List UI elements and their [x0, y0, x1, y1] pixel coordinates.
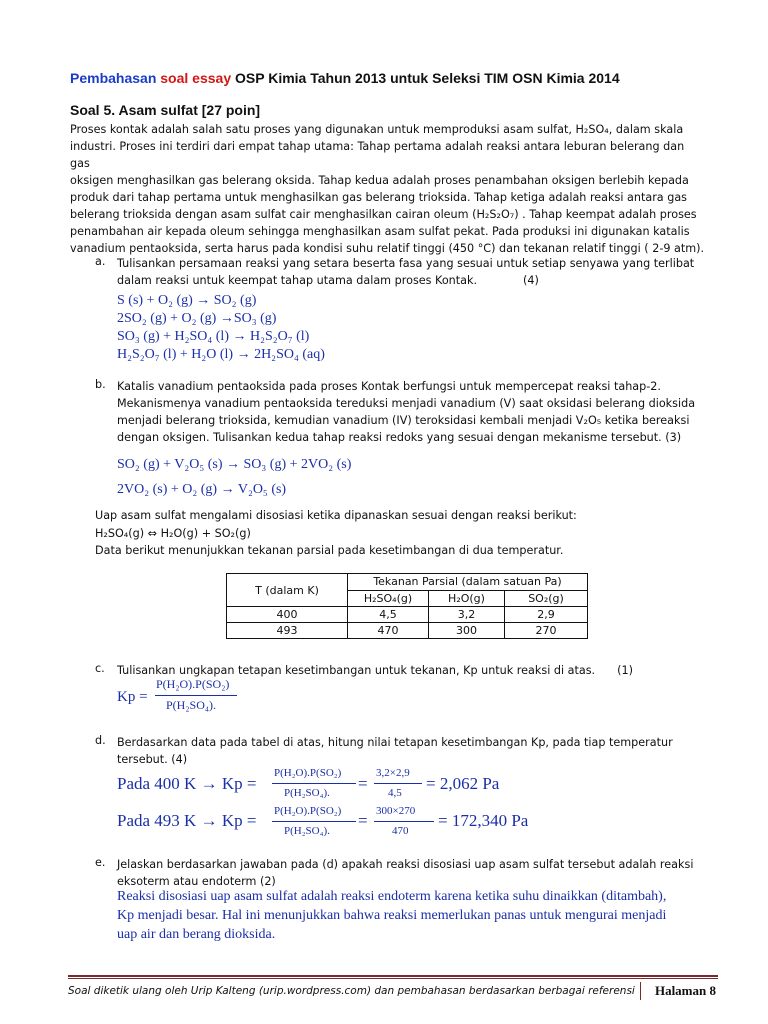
answer-line: Kp menjadi besar. Hal ini menunjukkan bahwa reaksi memerlukan panas untuk mengurai menjadi — [117, 908, 667, 923]
question-line: tersebut. (4) — [117, 753, 188, 766]
answer-b-eq1: SO₂ (g) + V₂O₅ (s) → SO₃ (g) + 2VO₂ (s) — [117, 457, 352, 472]
intro-line: belerang trioksida dengan asam sulfat cair menghasilkan cairan oleum (H₂S₂O₇) . Tahap keempat adalah proses — [70, 208, 697, 221]
question-e-letter: e. — [95, 856, 106, 869]
answer-a-eq4: H₂S₂O₇ (l) + H₂O (l) → 2H₂SO₄ (aq) — [117, 347, 325, 362]
question-d-letter: d. — [95, 734, 106, 747]
calc-493-value-line — [374, 821, 434, 822]
question-line-text: dalam reaksi untuk keempat tahap utama dalam proses Kontak. — [117, 274, 478, 287]
intro-line: penambahan air kepada oleum sehingga menghasilkan asam sulfat pekat. Pada produksi ini digunakan katalis — [70, 225, 690, 238]
intro-line: vanadium pentaoksida, serta harus pada kondisi suhu relatif tinggi (450 °C) dan tekanan relatif tinggi ( 2-9 atm). — [70, 242, 705, 255]
partial-pressure-table — [226, 573, 588, 639]
footer-credit: Soal diketik ulang oleh Urip Kalteng (urip.wordpress.com) dan pembahasan berdasarkan berbagai referensi — [68, 985, 635, 997]
header-part-3: OSP Kimia Tahun 2013 untuk Seleksi TIM OSN Kimia 2014 — [235, 70, 620, 86]
calc-400-denominator: P(H₂SO₄). — [284, 787, 330, 799]
table-header-group: Tekanan Parsial (dalam satuan Pa) — [348, 574, 588, 591]
question-b-text — [117, 378, 702, 446]
table-cell: 2,9 — [505, 607, 588, 623]
answer-e — [117, 887, 717, 944]
table-header-h2so4: H₂SO₄(g) — [348, 590, 429, 607]
table-header-h2o: H₂O(g) — [429, 590, 505, 607]
question-line: eksoterm atau endoterm (2) — [117, 875, 276, 888]
calc-493-fraction-line — [272, 821, 356, 822]
question-line: Berdasarkan data pada tabel di atas, hitung nilai tetapan kesetimbangan Kp, pada tiap temperatur — [117, 736, 673, 749]
intro-line: industri. Proses ini terdiri dari empat tahap utama: Tahap pertama adalah reaksi antara leburan belerang dan gas — [70, 140, 685, 170]
header-part-2: soal essay — [160, 70, 232, 86]
dissociation-reaction: H₂SO₄(g) ⇔ H₂O(g) + SO₂(g) — [95, 527, 251, 540]
question-line: Katalis vanadium pentaoksida pada proses Kontak berfungsi untuk mempercepat reaksi tahap-2. — [117, 380, 661, 393]
question-a-text — [117, 255, 702, 289]
table-cell: 470 — [348, 623, 429, 639]
table-header-t: T (dalam K) — [227, 574, 348, 607]
header-title — [70, 70, 620, 86]
question-line: Jelaskan berdasarkan jawaban pada (d) apakah reaksi disosiasi uap asam sulfat tersebut adalah reaksi — [117, 858, 694, 871]
kp-fraction-line — [155, 695, 237, 696]
intro-line: oksigen menghasilkan gas belerang oksida. Tahap kedua adalah proses penambahan oksigen berlebih kepada — [70, 174, 689, 187]
calc-400-value-denominator: 4,5 — [388, 787, 402, 799]
calc-400-equals: = — [358, 774, 368, 793]
question-b-letter: b. — [95, 378, 106, 391]
question-a-points: (4) — [523, 274, 539, 287]
intro-paragraph — [70, 121, 706, 257]
soal-title: Soal 5. Asam sulfat [27 poin] — [70, 102, 261, 118]
calc-493-label: Pada 493 K → Kp = — [117, 811, 257, 830]
footer-divider-thin — [68, 978, 718, 979]
header-part-1: Pembahasan — [70, 70, 157, 86]
question-line: Mekanismenya vanadium pentaoksida tereduksi menjadi vanadium (V) saat oksidasi belerang dioksida — [117, 397, 696, 410]
question-c-letter: c. — [95, 662, 105, 675]
question-line — [117, 272, 702, 289]
calc-493-numerator: P(H₂O).P(SO₂) — [274, 805, 342, 817]
question-e-text — [117, 856, 702, 890]
dissociation-intro: Uap asam sulfat mengalami disosiasi ketika dipanaskan sesuai dengan reaksi berikut: — [95, 509, 577, 522]
table-row — [227, 623, 588, 639]
footer-separator — [640, 982, 641, 1000]
table-cell: 300 — [429, 623, 505, 639]
question-line: Tulisankan persamaan reaksi yang setara beserta fasa yang sesuai untuk setiap senyawa yang terlibat — [117, 257, 695, 270]
answer-line: Reaksi disosiasi uap asam sulfat adalah reaksi endoterm karena ketika suhu dinaikkan (ditambah), — [117, 889, 667, 904]
table-cell: 270 — [505, 623, 588, 639]
question-line: Tulisankan ungkapan tetapan kesetimbangan untuk tekanan, Kp untuk reaksi di atas. — [117, 664, 596, 677]
kp-denominator: P(H₂SO₄). — [166, 698, 217, 712]
page-number: Halaman 8 — [654, 983, 716, 998]
question-a-letter: a. — [95, 255, 106, 268]
table-cell: 3,2 — [429, 607, 505, 623]
calc-400-value-numerator: 3,2×2,9 — [376, 767, 410, 779]
kp-label: Kp = — [117, 689, 148, 705]
calc-400-value-line — [374, 783, 422, 784]
table-cell: 493 — [227, 623, 348, 639]
calc-400-label: Pada 400 K → Kp = — [117, 774, 257, 793]
table-header-so2: SO₂(g) — [505, 590, 588, 607]
table-cell: 4,5 — [348, 607, 429, 623]
question-line: menjadi belerang trioksida, kemudian vanadium (IV) teroksidasi kembali menjadi V₂O₅ ketika bereaksi — [117, 414, 690, 427]
question-line: dengan oksigen. Tulisankan kedua tahap reaksi redoks yang sesuai dengan mekanisme tersebut. (3) — [117, 431, 682, 444]
table-cell: 400 — [227, 607, 348, 623]
calc-400-numerator: P(H₂O).P(SO₂) — [274, 767, 342, 779]
kp-numerator: P(H₂O).P(SO₂) — [156, 677, 230, 691]
answer-b-eq2: 2VO₂ (s) + O₂ (g) → V₂O₅ (s) — [117, 482, 287, 497]
intro-line: produk dari tahap pertama untuk menghasilkan gas belerang trioksida. Tahap ketiga adalah reaksi antara gas — [70, 191, 687, 204]
answer-a-eq1: S (s) + O₂ (g) → SO₂ (g) — [117, 293, 257, 308]
answer-a-eq2: 2SO₂ (g) + O₂ (g) →SO₃ (g) — [117, 311, 277, 326]
calc-400-result: = 2,062 Pa — [426, 774, 500, 793]
intro-line: Proses kontak adalah salah satu proses yang digunakan untuk memproduksi asam sulfat, H₂SO₄, dalam skala — [70, 123, 684, 136]
question-d-text — [117, 734, 702, 768]
calc-493-denominator: P(H₂SO₄). — [284, 825, 330, 837]
question-c-points: (1) — [617, 664, 633, 677]
calc-493-value-numerator: 300×270 — [376, 805, 416, 817]
calc-493-value-denominator: 470 — [392, 825, 409, 837]
calc-400-fraction-line — [272, 783, 356, 784]
answer-line: uap air dan berang dioksida. — [117, 927, 276, 942]
dissociation-table-intro: Data berikut menunjukkan tekanan parsial pada kesetimbangan di dua temperatur. — [95, 544, 564, 557]
calc-493-result: = 172,340 Pa — [438, 811, 529, 830]
table-row — [227, 607, 588, 623]
footer-divider — [68, 975, 718, 977]
answer-a-eq3: SO₃ (g) + H₂SO₄ (l) → H₂S₂O₇ (l) — [117, 329, 310, 344]
calc-493-equals: = — [358, 811, 368, 830]
